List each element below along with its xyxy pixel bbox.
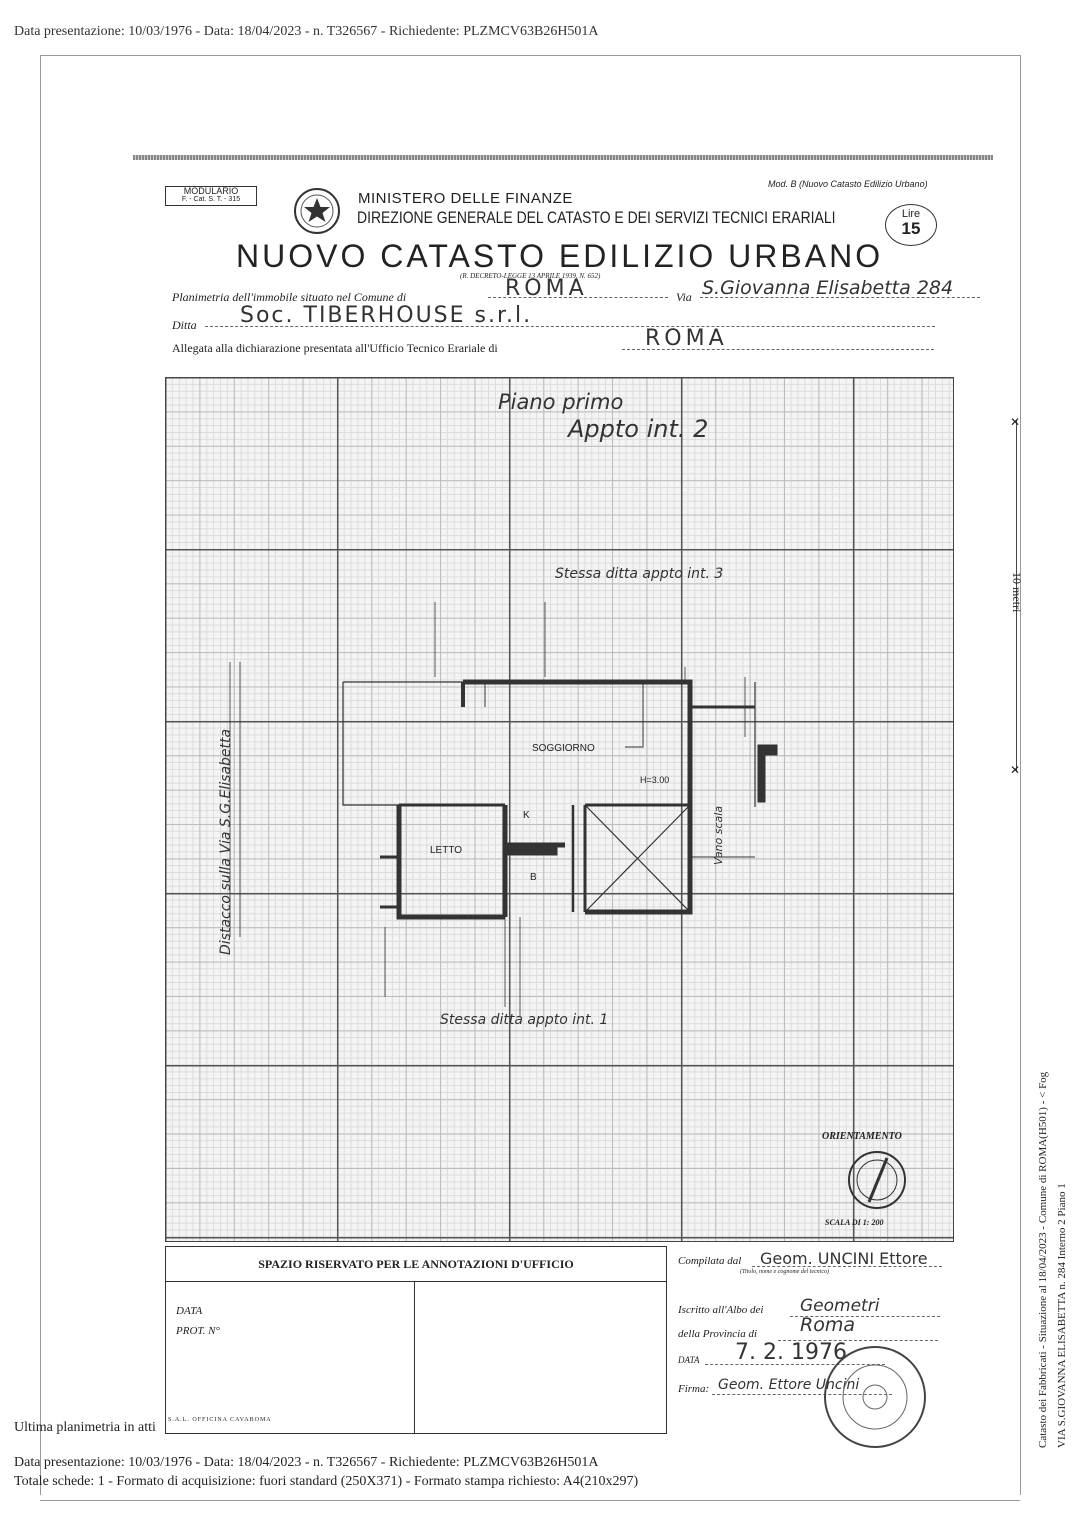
top-rule	[133, 155, 993, 160]
below-note: Stessa ditta appto int. 1	[440, 1012, 609, 1028]
ditta-label: Ditta	[172, 318, 197, 332]
left-street-note: Distacco sulla Via S.G.Elisabetta	[218, 728, 234, 955]
room-soggiorno: SOGGIORNO	[532, 743, 595, 754]
above-note: Stessa ditta appto int. 3	[555, 566, 724, 582]
main-title: NUOVO CATASTO EDILIZIO URBANO	[236, 238, 884, 274]
office-prot-label: PROT. N°	[176, 1325, 220, 1337]
compilata-label: Compilata dal	[678, 1255, 742, 1267]
lire-value: 15	[901, 219, 921, 238]
footer-line-1: Data presentazione: 10/03/1976 - Data: 18/04/2023 - n. T326567 - Richiedente: PLZMCV63B26H501A	[14, 1455, 599, 1470]
compilata-value: Geom. UNCINI Ettore	[760, 1249, 928, 1268]
iscritto-value: Geometri	[800, 1296, 880, 1316]
directorate-title: DIREZIONE GENERALE DEL CATASTO E DEI SERVIZI TECNICI ERARIALI	[357, 208, 836, 227]
allegata-label: Allegata alla dichiarazione presentata all'Ufficio Tecnico Erariale di	[172, 341, 498, 355]
office-annotation-box	[165, 1246, 667, 1434]
lire-label: Lire	[901, 208, 921, 220]
orientation-label: ORIENTAMENTO	[822, 1131, 902, 1142]
modulario-box	[165, 186, 257, 206]
frame-bottom-line	[40, 1500, 1020, 1501]
planimetria-label: Planimetria dell'immobile situato nel Comune di	[172, 290, 407, 304]
republic-emblem-icon	[287, 185, 347, 237]
floor-label: Piano primo	[498, 390, 624, 414]
via-label: Via	[676, 290, 692, 304]
scale-bar-bottom-tick: ✕	[1010, 763, 1021, 777]
stair-label: Vano scala	[712, 805, 725, 865]
room-bath: B	[530, 872, 537, 883]
room-kitchen: K	[523, 810, 530, 821]
provincia-value: Roma	[800, 1314, 855, 1336]
printer-note: S.A.L. OFFICINA CAVABOMA	[168, 1417, 272, 1423]
scale-bar-top-tick: ✕	[1010, 415, 1021, 429]
scale-label: SCALA DI 1: 200	[825, 1218, 884, 1227]
firma-value: Geom. Ettore Uncini	[718, 1377, 860, 1393]
frame-top-line	[40, 55, 1020, 56]
height-label: H=3.00	[640, 775, 670, 785]
header-info: Data presentazione: 10/03/1976 - Data: 18/04/2023 - n. T326567 - Richiedente: PLZMCV63B26H501A	[14, 24, 599, 39]
frame-left-line	[40, 55, 41, 1495]
ditta-value: Soc. TIBERHOUSE s.r.l.	[240, 303, 533, 328]
side-text-1: Catasto dei Fabbricati - Situazione al 18/04/2023 - Comune di ROMA(H501) - < Fog	[1037, 1071, 1049, 1448]
scale-side-label: 10 metri	[1010, 572, 1024, 613]
frame-right-line	[1020, 55, 1021, 1495]
side-text-2: VIA S.GIOVANNA ELISABETTA n. 284 Interno 2 Piano 1	[1056, 1183, 1068, 1448]
room-letto: LETTO	[430, 845, 463, 856]
mod-b-label: Mod. B (Nuovo Catasto Edilizio Urbano)	[768, 179, 928, 189]
provincia-label: della Provincia di	[678, 1328, 758, 1340]
lire-stamp	[885, 204, 937, 246]
floor-plan	[165, 377, 952, 1240]
compilata-hint: (Titolo, nome e cognome del tecnico)	[740, 1269, 829, 1275]
date-value: 7. 2. 1976	[735, 1340, 847, 1365]
footer-line-2: Totale schede: 1 - Formato di acquisizione: fuori standard (250X371) - Formato stampa richiesto: A4(210x297)	[14, 1474, 639, 1489]
via-value: S.Giovanna Elisabetta 284	[702, 277, 954, 299]
ministry-title: MINISTERO DELLE FINANZE	[358, 190, 573, 207]
modulario-code: F. - Cat. S. T. - 315	[181, 196, 241, 203]
comune-value: ROMA	[505, 276, 588, 301]
modulario-title: MODULARIO	[183, 186, 239, 196]
date-label: DATA	[678, 1355, 700, 1365]
office-divider	[414, 1281, 415, 1433]
ufficio-value: ROMA	[645, 326, 728, 351]
last-plan-note: Ultima planimetria in atti	[14, 1420, 156, 1435]
official-stamp-icon	[820, 1342, 930, 1452]
firma-label: Firma:	[678, 1383, 710, 1395]
unit-label: Appto int. 2	[568, 415, 709, 443]
decree-note: (R. DECRETO-LEGGE 13 APRILE 1939, N. 652)	[460, 272, 601, 280]
iscritto-label: Iscritto all'Albo dei	[678, 1304, 764, 1316]
office-data-label: DATA	[176, 1305, 203, 1317]
office-title: SPAZIO RISERVATO PER LE ANNOTAZIONI D'UFFICIO	[166, 1247, 666, 1282]
